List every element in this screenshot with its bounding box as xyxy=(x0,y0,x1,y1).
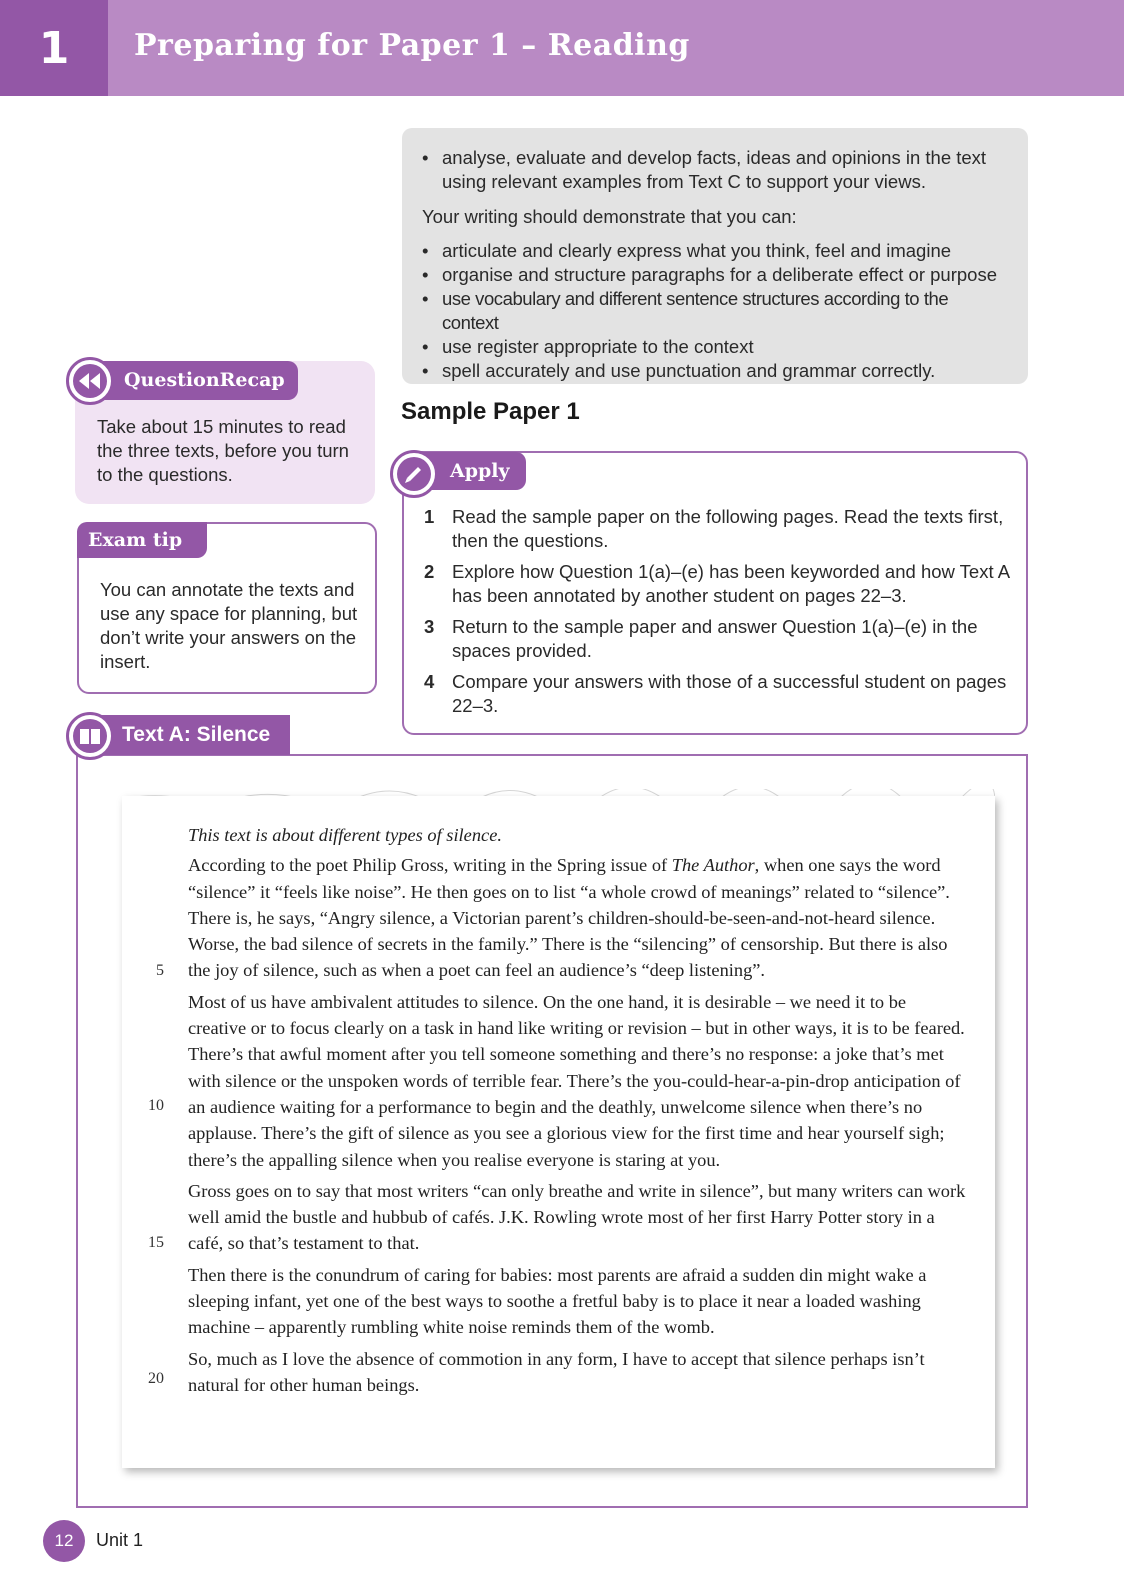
text-a-article xyxy=(188,822,968,1403)
exam-tip-text: You can annotate the texts and use any space for planning, but don’t write your answers on the insert. xyxy=(100,579,358,672)
objective-bullet: • organise and structure paragraphs for a deliberate effect or purpose xyxy=(422,263,1008,287)
text-a-label: Text A: Silence xyxy=(92,715,290,755)
objectives-box xyxy=(402,128,1028,384)
unit-label: Unit 1 xyxy=(96,1530,144,1550)
chapter-number: 1 xyxy=(0,0,108,96)
objective-bullet: • analyse, evaluate and develop facts, ideas and opinions in the text using relevant examples from Text C to support your views. xyxy=(422,146,1008,194)
line-number: 5 xyxy=(156,962,164,979)
apply-list xyxy=(424,505,1014,725)
objective-bullet: • spell accurately and use punctuation and grammar correctly. xyxy=(422,359,1008,383)
objective-bullet: • articulate and clearly express what you think, feel and imagine xyxy=(422,239,1008,263)
article-paragraph: So, much as I love the absence of commotion in any form, I have to accept that silence perhaps isn’t natural for other human beings. xyxy=(188,1348,925,1395)
article-paragraph: According to the poet Philip Gross, writing in the Spring issue of The Author, when one says the word “silence” it “feels like noise”. He then goes on to list “a whole crowd of meanings” related to “silence”. There is, he says, “Angry silence, a Victorian parent’s children-should-be-seen-and-not-heard silence. Worse, the bad silence of secrets in the family.” There is the “silencing” of censorship. But there is also the joy of silence, such as when a poet can feel an audience’s “deep listening”. xyxy=(188,855,950,981)
line-number: 20 xyxy=(148,1370,164,1387)
book-icon xyxy=(66,712,114,760)
question-recap-text: Take about 15 minutes to read the three texts, before you turn to the questions. xyxy=(97,416,349,485)
exam-tip-label: Exam tip xyxy=(77,522,207,558)
pencil-icon xyxy=(390,450,438,498)
chapter-header xyxy=(0,0,1124,96)
rewind-icon xyxy=(66,357,114,405)
objective-bullet: • use register appropriate to the context xyxy=(422,335,1008,359)
article-paragraph: Gross goes on to say that most writers “can only breathe and write in silence”, but many writers can work well amid the bustle and hubbub of cafés. J.K. Rowling wrote most of her first Harry Potter story in a café, so that’s testament to that. xyxy=(188,1180,966,1254)
article-intro: This text is about different types of silence. xyxy=(188,825,502,845)
page-number: 12 xyxy=(43,1520,85,1562)
apply-item: 2 Explore how Question 1(a)–(e) has been keyworded and how Text A has been annotated by another student on pages 22–3. xyxy=(424,561,1010,606)
objective-bullet: • use vocabulary and different sentence structures according to the context xyxy=(422,287,1008,335)
apply-item: 4 Compare your answers with those of a successful student on pages 22–3. xyxy=(424,671,1007,716)
publication-title: The Author xyxy=(671,855,755,876)
apply-label: Apply xyxy=(414,452,526,490)
objectives-intro: Your writing should demonstrate that you can: xyxy=(422,206,797,227)
chapter-title: Preparing for Paper 1 – Reading xyxy=(134,28,690,63)
article-paragraph: Then there is the conundrum of caring for babies: most parents are afraid a sudden din might wake a sleeping infant, yet one of the best ways to soothe a fretful baby is to place it near a loaded washing machine – apparently rumbling white noise reminds them of the womb. xyxy=(188,1264,927,1338)
apply-item: 3 Return to the sample paper and answer Question 1(a)–(e) in the spaces provided. xyxy=(424,616,978,661)
question-recap-label: QuestionRecap xyxy=(92,361,298,400)
sample-paper-heading: Sample Paper 1 xyxy=(401,398,580,425)
line-number: 10 xyxy=(148,1097,164,1114)
apply-item: 1 Read the sample paper on the following pages. Read the texts first, then the questions. xyxy=(424,506,1004,551)
article-paragraph: Most of us have ambivalent attitudes to silence. On the one hand, it is desirable – we need it to be creative or to focus clearly on a task in hand like writing or revision – but in other ways, it is to be feared. There’s that awful moment after you tell someone something and there’s no response: a joke that’s met with silence or the unspoken words of terrible fear. There’s the you-could-hear-a-pin-drop anticipation of an audience waiting for a performance to begin and the deathly, unwelcome silence when there’s no applause. There’s the gift of silence as you see a glorious view for the first time and hear yourself sigh; there’s the appalling silence when you realise everyone is staring at you. xyxy=(188,991,965,1170)
line-number: 15 xyxy=(148,1234,164,1251)
